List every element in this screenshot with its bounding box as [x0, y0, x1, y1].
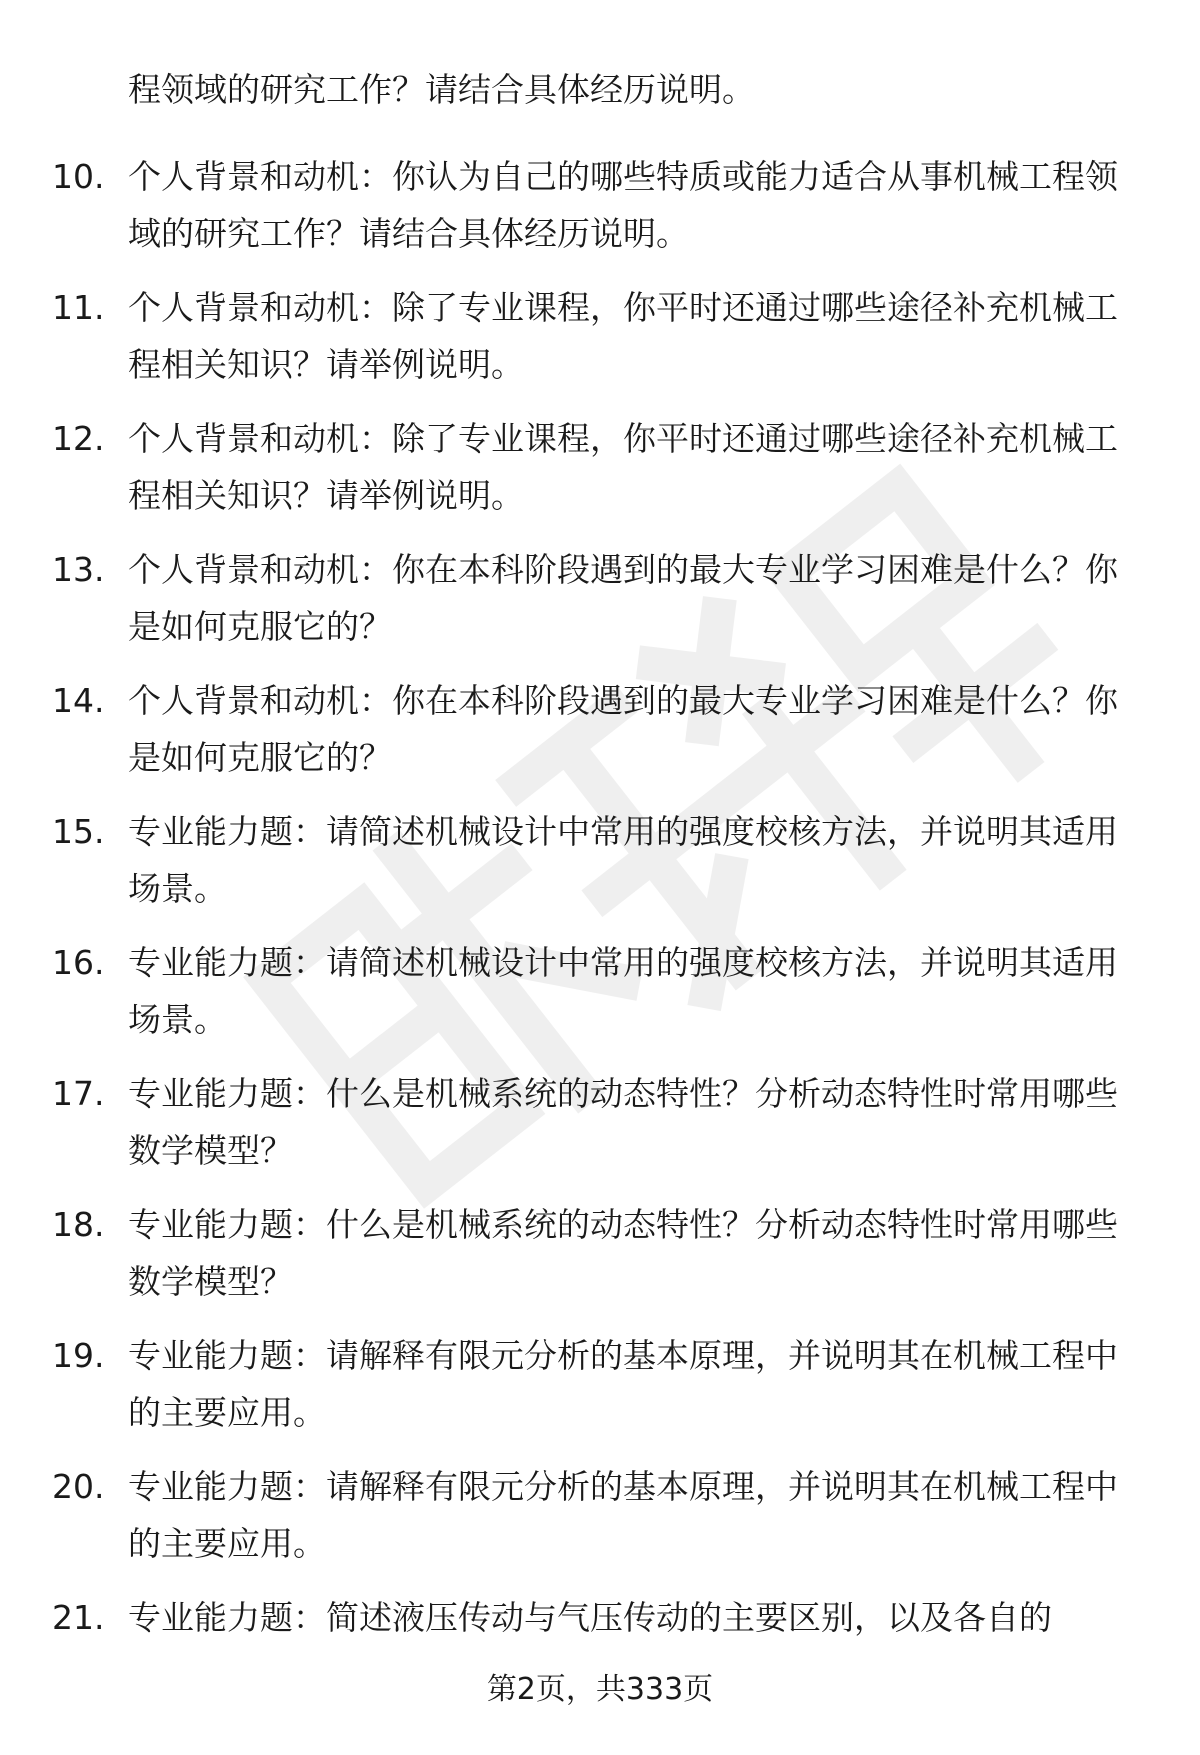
question-number: 13.: [52, 550, 105, 589]
question-number: 19.: [52, 1336, 105, 1375]
continued-question-text: 程领域的研究工作？请结合具体经历说明。: [128, 70, 755, 109]
question-item: [0, 541, 1200, 672]
question-number: 11.: [52, 288, 105, 327]
question-item: [0, 410, 1200, 541]
question-number: 15.: [52, 812, 105, 851]
question-text: 专业能力题：请简述机械设计中常用的强度校核方法，并说明其适用场景。: [128, 943, 1118, 1039]
question-item: [0, 672, 1200, 803]
question-text: 专业能力题：什么是机械系统的动态特性？分析动态特性时常用哪些数学模型？: [128, 1205, 1118, 1301]
question-text: 个人背景和动机：除了专业课程，你平时还通过哪些途径补充机械工程相关知识？请举例说明。: [128, 419, 1118, 515]
question-text: 个人背景和动机：你认为自己的哪些特质或能力适合从事机械工程领域的研究工作？请结合具体经历说明。: [128, 157, 1118, 253]
question-item: [0, 803, 1200, 934]
question-text: 专业能力题：简述液压传动与气压传动的主要区别，以及各自的: [128, 1598, 1052, 1637]
question-item: [0, 1196, 1200, 1327]
question-text: 个人背景和动机：你在本科阶段遇到的最大专业学习困难是什么？你是如何克服它的？: [128, 681, 1118, 777]
question-item: [0, 934, 1200, 1065]
question-number: 17.: [52, 1074, 105, 1113]
question-number: 10.: [52, 157, 105, 196]
question-item: [0, 1327, 1200, 1458]
question-number: 14.: [52, 681, 105, 720]
page-footer: 第2页，共333页: [486, 1672, 714, 1707]
question-number: 21.: [52, 1598, 105, 1637]
question-list: [0, 148, 1200, 1720]
question-number: 18.: [52, 1205, 105, 1244]
question-number: 12.: [52, 419, 105, 458]
question-text: 专业能力题：请简述机械设计中常用的强度校核方法，并说明其适用场景。: [128, 812, 1118, 908]
question-number: 16.: [52, 943, 105, 982]
question-item: [0, 1065, 1200, 1196]
question-item: [0, 1458, 1200, 1589]
question-number: 20.: [52, 1467, 105, 1506]
question-text: 专业能力题：请解释有限元分析的基本原理，并说明其在机械工程中的主要应用。: [128, 1336, 1118, 1432]
question-item: [0, 279, 1200, 410]
question-item: [0, 148, 1200, 279]
question-text: 专业能力题：请解释有限元分析的基本原理，并说明其在机械工程中的主要应用。: [128, 1467, 1118, 1563]
question-text: 个人背景和动机：除了专业课程，你平时还通过哪些途径补充机械工程相关知识？请举例说明。: [128, 288, 1118, 384]
question-text: 专业能力题：什么是机械系统的动态特性？分析动态特性时常用哪些数学模型？: [128, 1074, 1118, 1170]
question-text: 个人背景和动机：你在本科阶段遇到的最大专业学习困难是什么？你是如何克服它的？: [128, 550, 1118, 646]
